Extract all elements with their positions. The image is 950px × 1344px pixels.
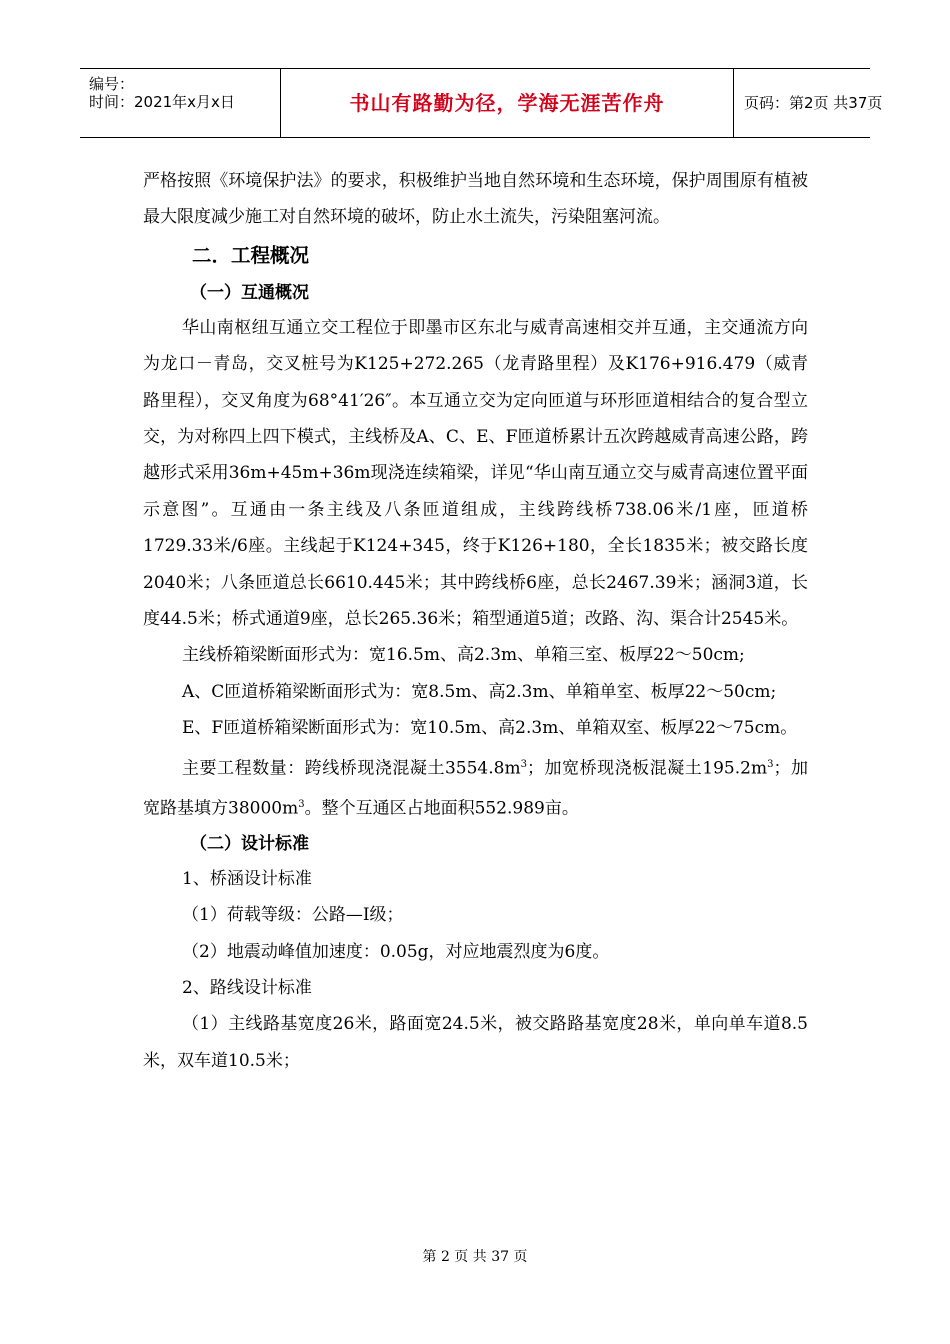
quantity-text-c: ；加宽路基填方38000m <box>143 758 809 819</box>
number-label: 编号： <box>89 75 135 93</box>
page-footer: 第 2 页 共 37 页 <box>422 1249 528 1265</box>
superscript-3: 3 <box>298 798 305 810</box>
section-heading-overview: 二．工程概况 <box>192 243 310 267</box>
subsection-heading-design: （二）设计标准 <box>190 833 309 854</box>
roadbed-item: （1）主线路基宽度26米，路面宽24.5米，被交路路基宽度28米，单向单车道8.5米，双车道10.5米； <box>143 1014 808 1071</box>
header-motto: 书山有路勤为径，学海无涯苦作舟 <box>349 91 665 115</box>
route-standard-item: 2、路线设计标准 <box>182 978 312 999</box>
superscript-3: 3 <box>520 758 527 770</box>
quantity-text-d: 。整个互通区占地面积552.989亩。 <box>304 798 579 819</box>
header-page-cell <box>734 69 883 137</box>
bridge-standard-item: 1、桥涵设计标准 <box>182 868 312 889</box>
header-motto-cell <box>281 69 734 137</box>
quantity-text-a: 主要工程数量：跨线桥现浇混凝土3554.8m <box>182 758 521 779</box>
time-label: 时间：2021年x月x日 <box>89 93 235 111</box>
interchange-paragraph: 华山南枢纽互通立交工程位于即墨市区东北与威青高速相交并互通，主交通流方向为龙口－青岛，交叉桩号为K125+272.265（龙青路里程）及K176+916.479（威青路里程），交叉角度为68°41′26″。本互通立交为定向匝道与环形匝道相结合的复合型立交，为对称四上四下模式，主线桥及A、C、E、F匝道桥累计五次跨越威青高速公路，跨越形式采用36m+45m+36m现浇连续箱梁，详见“华山南互通立交与威青高速位置平面示意图”。互通由一条主线及八条匝道组成，主线跨线桥738.06米/1座，匝道桥1729.33米/6座。主线起于K124+345，终于K126+180，全长1835米；被交路长度2040米；八条匝道总长6610.445米；其中跨线桥6座，总长2467.39米；涵洞3道，长度44.5米；桥式通道9座，总长265.36米；箱型通道5道；改路、沟、渠合计2545米。 <box>143 317 808 630</box>
subsection-heading-interchange: （一）互通概况 <box>190 282 309 303</box>
seismic-item: （2）地震动峰值加速度：0.05g，对应地震烈度为6度。 <box>182 941 610 962</box>
document-body <box>143 163 808 1079</box>
quantity-paragraph <box>143 747 808 827</box>
header-page-info: 页码：第2页 共37页 <box>744 94 883 112</box>
intro-paragraph: 严格按照《环境保护法》的要求，积极维护当地自然环境和生态环境，保护周围原有植被最大限度减少施工对自然环境的破坏，防止水土流失，污染阻塞河流。 <box>143 171 808 228</box>
ef-ramp-paragraph: E、F匝道桥箱梁断面形式为：宽10.5m、高2.3m、单箱双室、板厚22～75cm。 <box>182 718 798 739</box>
superscript-3: 3 <box>767 758 774 770</box>
load-grade-item: （1）荷载等级：公路—I级； <box>182 905 404 926</box>
header-meta-cell <box>80 69 281 137</box>
main-bridge-paragraph: 主线桥箱梁断面形式为：宽16.5m、高2.3m、单箱三室、板厚22～50cm; <box>182 645 745 666</box>
quantity-text-b: ；加宽桥现浇板混凝土195.2m <box>526 758 768 779</box>
ac-ramp-paragraph: A、C匝道桥箱梁断面形式为：宽8.5m、高2.3m、单箱单室、板厚22～50cm; <box>182 681 777 702</box>
document-header <box>80 68 883 138</box>
